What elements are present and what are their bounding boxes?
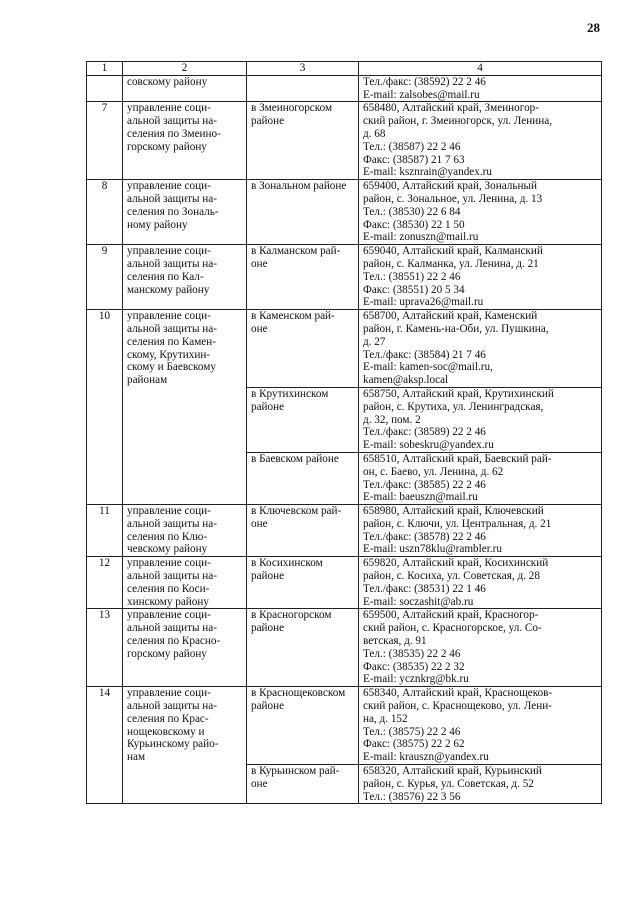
- organization-cell: [123, 102, 247, 180]
- cell-line: Тел./факс: (38589) 22 2 46: [363, 426, 486, 439]
- cell-line: альной защиты на-: [127, 115, 217, 128]
- cell-line: Тел.: (38576) 22 3 56: [363, 790, 461, 803]
- cell-line: 658480, Алтайский край, Змеиногор-: [363, 102, 539, 115]
- cell-line: селения по Крас-: [127, 712, 209, 725]
- cell-line: 658340, Алтайский край, Краснощеков-: [363, 687, 553, 700]
- cell-line: E-mail: baeuszn@mail.ru: [363, 491, 478, 504]
- cell-line: Тел./факс: (38592) 22 2 46: [363, 75, 486, 88]
- cell-line: альной защиты на-: [127, 192, 217, 205]
- cell-line: в Красногорском: [251, 609, 332, 622]
- organization-cell: [123, 505, 247, 557]
- cell-line: альной защиты на-: [127, 517, 217, 530]
- cell-line: Тел./факс: (38585) 22 2 46: [363, 478, 486, 491]
- cell-line: Факс: (38587) 21 7 63: [363, 153, 465, 166]
- cell-line: Тел.: (38575) 22 2 46: [363, 725, 461, 738]
- cell-line: д. 68: [363, 127, 386, 140]
- cell-line: в Змеиногорском: [251, 102, 333, 115]
- cell-line: чевскому району: [127, 543, 208, 556]
- district-cell: [247, 310, 359, 388]
- cell-line: управление соци-: [127, 310, 211, 323]
- row-number: 9: [87, 245, 123, 310]
- contact-cell: [359, 687, 602, 765]
- cell-line: 658320, Алтайский край, Курьинский: [363, 765, 542, 778]
- contact-cell: [359, 387, 602, 452]
- cell-line: ному району: [127, 218, 188, 231]
- cell-line: в Зональном районе: [251, 180, 347, 193]
- table-header-row: [87, 62, 602, 76]
- organization-cell: [123, 310, 247, 505]
- table-row: [87, 310, 602, 388]
- cell-line: оне: [251, 777, 268, 790]
- row-number: 7: [87, 102, 123, 180]
- table-row: [87, 687, 602, 765]
- cell-line: ветская, д. 91: [363, 635, 427, 648]
- cell-line: скому и Баевскому: [127, 361, 216, 374]
- cell-line: E-mail: ksznrain@yandex.ru: [363, 166, 492, 179]
- district-cell: [247, 75, 359, 102]
- cell-line: селения по Коси-: [127, 582, 210, 595]
- cell-line: Факс: (38551) 20 5 34: [363, 283, 465, 296]
- district-cell: [247, 387, 359, 452]
- row-number: 11: [87, 505, 123, 557]
- cell-line: селения по Змеино-: [127, 127, 221, 140]
- column-header: 3: [247, 62, 359, 76]
- organization-cell: [123, 557, 247, 609]
- cell-line: в Ключевском рай-: [251, 505, 342, 518]
- cell-line: ский район, с. Красногорское, ул. Со-: [363, 622, 542, 635]
- cell-line: Тел./факс: (38584) 21 7 46: [363, 348, 486, 361]
- cell-line: 658510, Алтайский край, Баевский рай-: [363, 452, 552, 465]
- row-number: 8: [87, 180, 123, 245]
- cell-line: управление соци-: [127, 505, 211, 518]
- cell-line: Тел.: (38587) 22 2 46: [363, 140, 461, 153]
- table-row: [87, 609, 602, 687]
- cell-line: E-mail: zalsobes@mail.ru: [363, 88, 480, 101]
- organization-cell: [123, 609, 247, 687]
- cell-line: районе: [251, 700, 285, 713]
- cell-line: в Крутихинском: [251, 387, 329, 400]
- cell-line: Тел.: (38530) 22 6 84: [363, 205, 461, 218]
- cell-line: районам: [127, 374, 168, 387]
- row-number: [87, 75, 123, 102]
- cell-line: E-mail: soczashit@ab.ru: [363, 595, 474, 608]
- cell-line: район, с. Зональное, ул. Ленина, д. 13: [363, 192, 543, 205]
- cell-line: E-mail: kamen-soc@mail.ru,: [363, 361, 493, 374]
- organization-cell: [123, 245, 247, 310]
- table-row: [87, 557, 602, 609]
- cell-line: в Баевском районе: [251, 452, 339, 465]
- cell-line: манскому району: [127, 283, 210, 296]
- cell-line: 659820, Алтайский край, Косихинский: [363, 557, 549, 570]
- table-row: [87, 180, 602, 245]
- cell-line: в Краснощековском: [251, 687, 346, 700]
- cell-line: он, с. Баево, ул. Ленина, д. 62: [363, 465, 504, 478]
- cell-line: E-mail: sobeskru@yandex.ru: [363, 439, 494, 452]
- column-header: 4: [359, 62, 602, 76]
- cell-line: альной защиты на-: [127, 622, 217, 635]
- district-cell: [247, 609, 359, 687]
- cell-line: район, с. Крутиха, ул. Ленинградская,: [363, 400, 544, 413]
- cell-line: селения по Клю-: [127, 530, 208, 543]
- cell-line: Факс: (38535) 22 2 32: [363, 660, 465, 673]
- contact-cell: [359, 180, 602, 245]
- cell-line: E-mail: uszn78klu@rambler.ru: [363, 543, 502, 556]
- district-cell: [247, 557, 359, 609]
- organization-cell: [123, 687, 247, 804]
- organization-cell: [123, 75, 247, 102]
- column-header: 1: [87, 62, 123, 76]
- table-row: [87, 75, 602, 102]
- cell-line: в Калманском рай-: [251, 245, 341, 258]
- cell-line: альной защиты на-: [127, 570, 217, 583]
- cell-line: Тел./факс: (38531) 22 1 46: [363, 582, 486, 595]
- cell-line: селения по Кал-: [127, 270, 204, 283]
- cell-line: районе: [251, 400, 285, 413]
- district-cell: [247, 687, 359, 765]
- cell-line: оне: [251, 517, 268, 530]
- cell-line: 659500, Алтайский край, Красногор-: [363, 609, 539, 622]
- cell-line: район, с. Калманка, ул. Ленина, д. 21: [363, 257, 539, 270]
- cell-line: управление соци-: [127, 102, 211, 115]
- cell-line: район, с. Ключи, ул. Центральная, д. 21: [363, 517, 552, 530]
- cell-line: селения по Красно-: [127, 635, 221, 648]
- cell-line: kamen@aksp.local: [363, 374, 449, 387]
- cell-line: районе: [251, 570, 285, 583]
- cell-line: управление соци-: [127, 609, 211, 622]
- cell-line: селения по Камен-: [127, 335, 216, 348]
- row-number: 13: [87, 609, 123, 687]
- district-cell: [247, 765, 359, 804]
- contact-cell: [359, 452, 602, 504]
- contact-cell: [359, 310, 602, 388]
- cell-line: на, д. 152: [363, 712, 408, 725]
- cell-line: в Косихинском: [251, 557, 323, 570]
- row-number: 12: [87, 557, 123, 609]
- cell-line: 659400, Алтайский край, Зональный: [363, 180, 537, 193]
- contact-cell: [359, 245, 602, 310]
- cell-line: E-mail: ycznkrg@bk.ru: [363, 673, 469, 686]
- cell-line: альной защиты на-: [127, 700, 217, 713]
- cell-line: горскому району: [127, 140, 207, 153]
- cell-line: 659040, Алтайский край, Калманский: [363, 245, 543, 258]
- cell-line: оне: [251, 257, 268, 270]
- cell-line: нощековскому и: [127, 725, 205, 738]
- cell-line: 658980, Алтайский край, Ключевский: [363, 505, 544, 518]
- cell-line: совскому району: [127, 75, 208, 88]
- cell-line: хинскому району: [127, 595, 209, 608]
- cell-line: управление соци-: [127, 557, 211, 570]
- cell-line: селения по Зональ-: [127, 205, 219, 218]
- cell-line: Тел./факс: (38578) 22 2 46: [363, 530, 486, 543]
- cell-line: E-mail: uprava26@mail.ru: [363, 296, 484, 309]
- cell-line: альной защиты на-: [127, 257, 217, 270]
- district-cell: [247, 245, 359, 310]
- cell-line: Тел.: (38535) 22 2 46: [363, 647, 461, 660]
- cell-line: 658700, Алтайский край, Каменский: [363, 310, 538, 323]
- cell-line: управление соци-: [127, 180, 211, 193]
- district-cell: [247, 102, 359, 180]
- cell-line: 658750, Алтайский край, Крутихинский: [363, 387, 554, 400]
- page-number: 28: [587, 20, 600, 35]
- cell-line: район, с. Курья, ул. Советская, д. 52: [363, 777, 534, 790]
- table-row: [87, 245, 602, 310]
- row-number: 14: [87, 687, 123, 804]
- district-cell: [247, 180, 359, 245]
- cell-line: районе: [251, 115, 285, 128]
- cell-line: Курьинскому райо-: [127, 738, 219, 751]
- contact-cell: [359, 765, 602, 804]
- district-cell: [247, 452, 359, 504]
- organization-cell: [123, 180, 247, 245]
- contact-cell: [359, 102, 602, 180]
- cell-line: Факс: (38575) 22 2 62: [363, 738, 465, 751]
- cell-line: район, с. Косиха, ул. Советская, д. 28: [363, 570, 540, 583]
- cell-line: альной защиты на-: [127, 322, 217, 335]
- cell-line: ский район, г. Змеиногорск, ул. Ленина,: [363, 115, 552, 128]
- column-header: 2: [123, 62, 247, 76]
- departments-table: [86, 61, 602, 804]
- contact-cell: [359, 609, 602, 687]
- cell-line: управление соци-: [127, 245, 211, 258]
- cell-line: горскому району: [127, 647, 207, 660]
- row-number: 10: [87, 310, 123, 505]
- cell-line: E-mail: zonuszn@mail.ru: [363, 231, 479, 244]
- cell-line: д. 32, пом. 2: [363, 413, 421, 426]
- cell-line: оне: [251, 322, 268, 335]
- contact-cell: [359, 557, 602, 609]
- contact-cell: [359, 505, 602, 557]
- cell-line: Факс: (38530) 22 1 50: [363, 218, 465, 231]
- cell-line: Тел.: (38551) 22 2 46: [363, 270, 461, 283]
- cell-line: нам: [127, 751, 146, 764]
- cell-line: в Курьинском рай-: [251, 765, 340, 778]
- cell-line: ский район, с. Краснощеково, ул. Лени-: [363, 700, 552, 713]
- cell-line: д. 27: [363, 335, 386, 348]
- cell-line: в Каменском рай-: [251, 310, 335, 323]
- table-row: [87, 102, 602, 180]
- district-cell: [247, 505, 359, 557]
- cell-line: скому, Крутихин-: [127, 348, 211, 361]
- cell-line: районе: [251, 622, 285, 635]
- cell-line: управление соци-: [127, 687, 211, 700]
- contact-cell: [359, 75, 602, 102]
- table-row: [87, 505, 602, 557]
- cell-line: район, г. Камень-на-Оби, ул. Пушкина,: [363, 322, 549, 335]
- cell-line: E-mail: krauszn@yandex.ru: [363, 751, 489, 764]
